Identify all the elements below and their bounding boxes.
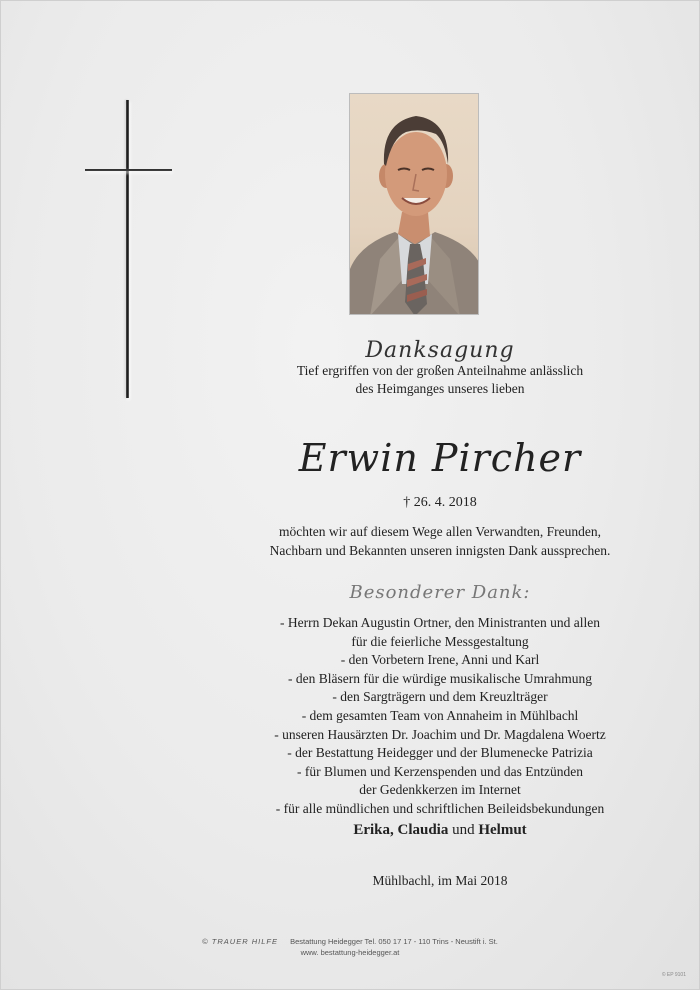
- list-item: - dem gesamten Team von Annaheim in Mühlbachl: [301, 707, 579, 723]
- deceased-name: Erwin Pircher: [298, 436, 582, 480]
- cross-icon: [126, 100, 129, 398]
- thanks-text: [220, 522, 660, 560]
- special-thanks-heading: Besonderer Dank:: [349, 582, 531, 603]
- intro-line: des Heimganges unseres lieben: [355, 381, 525, 396]
- family-connector: und: [452, 822, 475, 838]
- list-item: - unseren Hausärzten Dr. Joachim und Dr. Magdalena Woertz: [274, 726, 606, 742]
- list-item: für die feierliche Messgestaltung: [351, 633, 529, 649]
- footer-brand: © TRAUER HILFE: [202, 937, 278, 946]
- footer-contact: Bestattung Heidegger Tel. 050 17 17 - 110 Trins - Neustift i. St.: [290, 937, 498, 946]
- list-item: - den Bläsern für die würdige musikalische Umrahmung: [287, 670, 593, 686]
- footer-website: www. bestattung-heidegger.at: [300, 948, 400, 957]
- list-item: - für alle mündlichen und schriftlichen Beileidsbekundungen: [275, 800, 605, 816]
- list-item: - für Blumen und Kerzenspenden und das Entzünden: [296, 763, 584, 779]
- list-item: - den Sargträgern und dem Kreuzlträger: [332, 689, 548, 705]
- list-item: der Gedenkkerzen im Internet: [359, 782, 521, 798]
- family-last-name: Helmut: [478, 822, 527, 838]
- cross-icon-bar: [85, 169, 172, 171]
- thanks-line: möchten wir auf diesem Wege allen Verwandten, Freunden,: [279, 524, 601, 539]
- heading-danksagung: Danksagung: [365, 338, 515, 363]
- list-item: - den Vorbetern Irene, Anni und Karl: [340, 652, 540, 668]
- intro-text: [220, 362, 660, 398]
- special-thanks-list: [220, 614, 660, 819]
- death-date: † 26. 4. 2018: [403, 495, 477, 510]
- thanks-line: Nachbarn und Bekannten unseren innigsten Dank aussprechen.: [269, 543, 611, 558]
- portrait-photo: [349, 93, 479, 315]
- intro-line: Tief ergriffen von der großen Anteilnahme anlässlich: [296, 363, 584, 378]
- template-code: © EP 9101: [661, 972, 686, 978]
- family-signature: [220, 822, 660, 839]
- list-item: - der Bestattung Heidegger und der Blumenecke Patrizia: [287, 745, 593, 761]
- list-item: - Herrn Dekan Augustin Ortner, den Ministranten und allen: [279, 615, 600, 630]
- family-names: Erika, Claudia: [353, 822, 449, 838]
- place-date: Mühlbachl, im Mai 2018: [372, 873, 508, 888]
- footer: [0, 936, 700, 958]
